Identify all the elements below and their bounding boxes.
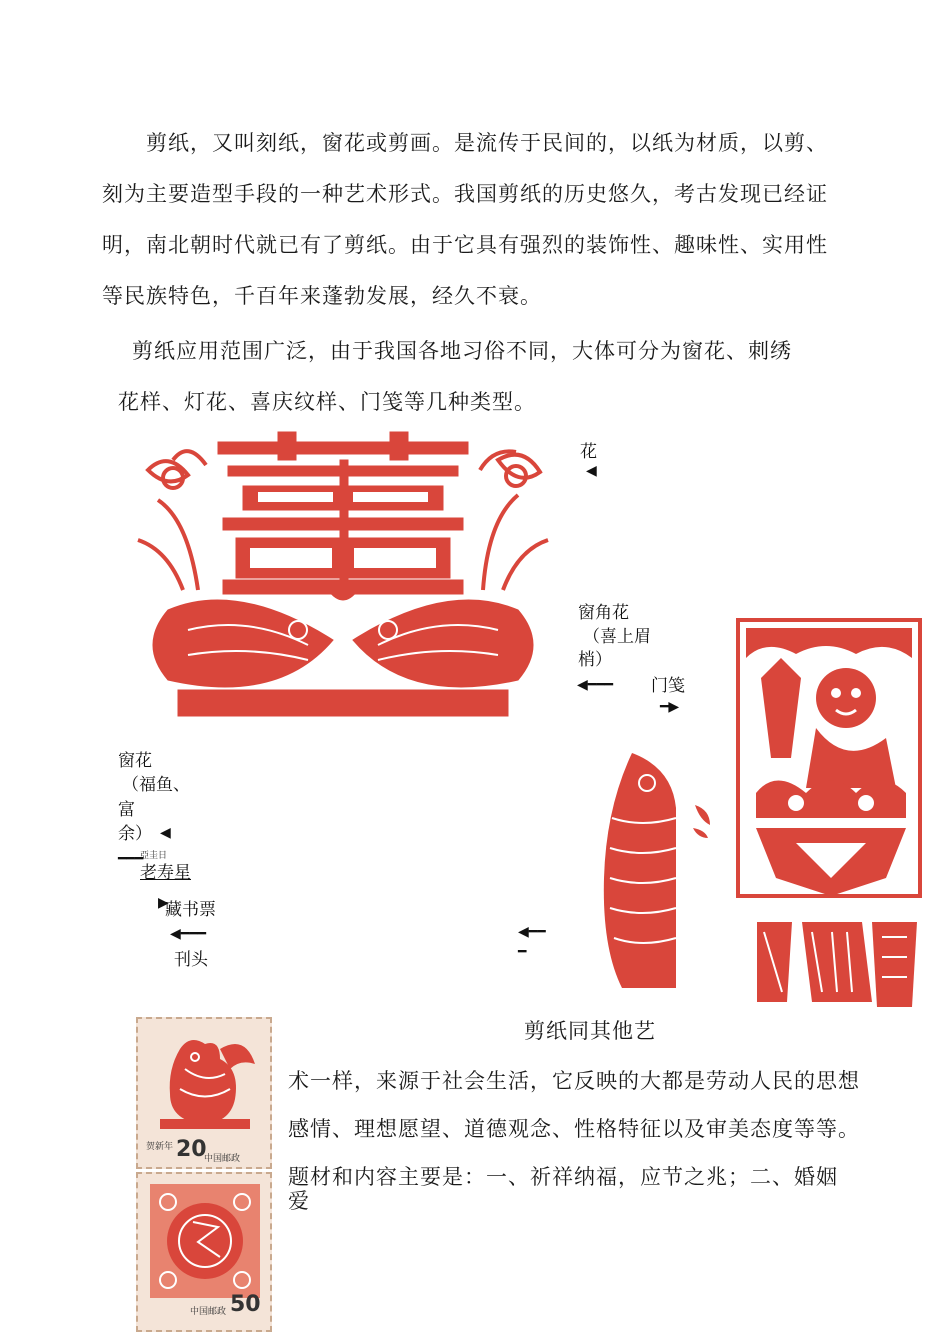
stamp-caption: 贺新年 [146,1142,174,1152]
arrow-left-icon: ◀ [586,463,597,479]
label-cangshupiao: 藏书票 [165,900,216,920]
dash-line: ━ [518,944,527,960]
intro-paragraph-1 [102,118,862,322]
label-chuanghua-2: （福鱼、 [122,775,190,795]
stamp-country: 中国邮政 [190,1307,227,1317]
stamp-country: 中国邮政 [204,1154,241,1164]
dash-line: ━━━ [118,851,144,867]
label-laoshouxing: 老寿星 [140,863,191,883]
stamp-value: 20 [176,1137,207,1162]
arrow-left-icon: ◀━━━ [170,926,207,942]
text-line: 术一样，来源于社会生活，它反映的大都是劳动人民的思想 [288,1069,860,1093]
papercut-fragment-image [690,800,716,840]
fish-pair [153,580,533,716]
menjian-papercut-image [736,618,926,918]
label-chuanghua-3: 富 [118,800,135,820]
arrow-left-icon: ◀ [160,825,171,841]
rooster-papercut-image [150,1029,260,1139]
arrow-left-icon: ◀━━ [518,924,546,940]
double-happiness-papercut-image [128,430,558,725]
label-hua: 花 [580,442,597,462]
label-kantou: 刊头 [174,950,208,970]
intro-paragraph-2 [118,326,838,428]
text-line: 刻为主要造型手段的一种艺术形式。我国剪纸的历史悠久，考古发现已经证 [102,182,828,206]
figures-papercut-image [752,922,922,1007]
text-line: 剪纸应用范围广泛，由于我国各地习俗不同，大体可分为窗花、刺绣 [132,339,792,363]
right-flower [480,451,548,590]
text-line: 感情、理想愿望、道德观念、性格特征以及审美态度等等。 [288,1117,860,1141]
text-line: 题材和内容主要是：一、祈祥纳福，应节之兆；二、婚姻 [288,1165,838,1189]
text-line: 花样、灯花、喜庆纹样、门笺等几种类型。 [118,390,536,414]
label-chuangjiaohua-3: 梢） [578,650,612,670]
small-text: 亞圭日 [140,851,168,861]
arrow-right-icon: ▶ [158,895,169,911]
text-line: 明，南北朝时代就已有了剪纸。由于它具有强烈的装饰性、趣味性、实用性 [102,233,828,257]
arrow-right-icon: ━▶ [660,699,680,715]
label-menjian: 门笺 [651,676,685,696]
left-flower [138,451,206,590]
stamp-value: 50 [230,1292,261,1317]
double-happiness-glyph [218,432,468,594]
outro-lead: 剪纸同其他艺 [524,1019,656,1043]
stamp-top [136,1017,272,1169]
label-chuangjiaohua-2: （喜上眉 [583,627,651,647]
text-line: 爱 [288,1189,310,1213]
text-line: 等民族特色，千百年来蓬勃发展，经久不衰。 [102,284,542,308]
text-line: 剪纸，又叫刻纸，窗花或剪画。是流传于民间的，以纸为材质，以剪、 [146,131,828,155]
label-chuanghua-1: 窗花 [118,751,152,771]
arrow-left-icon: ◀━━━ [577,677,614,693]
fish-papercut-image [592,748,680,993]
outro-paragraph [288,1057,908,1225]
floral-papercut-image [148,1182,262,1300]
stamp-bottom [136,1172,272,1332]
label-chuanghua-4: 余） [118,824,152,844]
label-chuangjiaohua-1: 窗角花 [578,603,629,623]
